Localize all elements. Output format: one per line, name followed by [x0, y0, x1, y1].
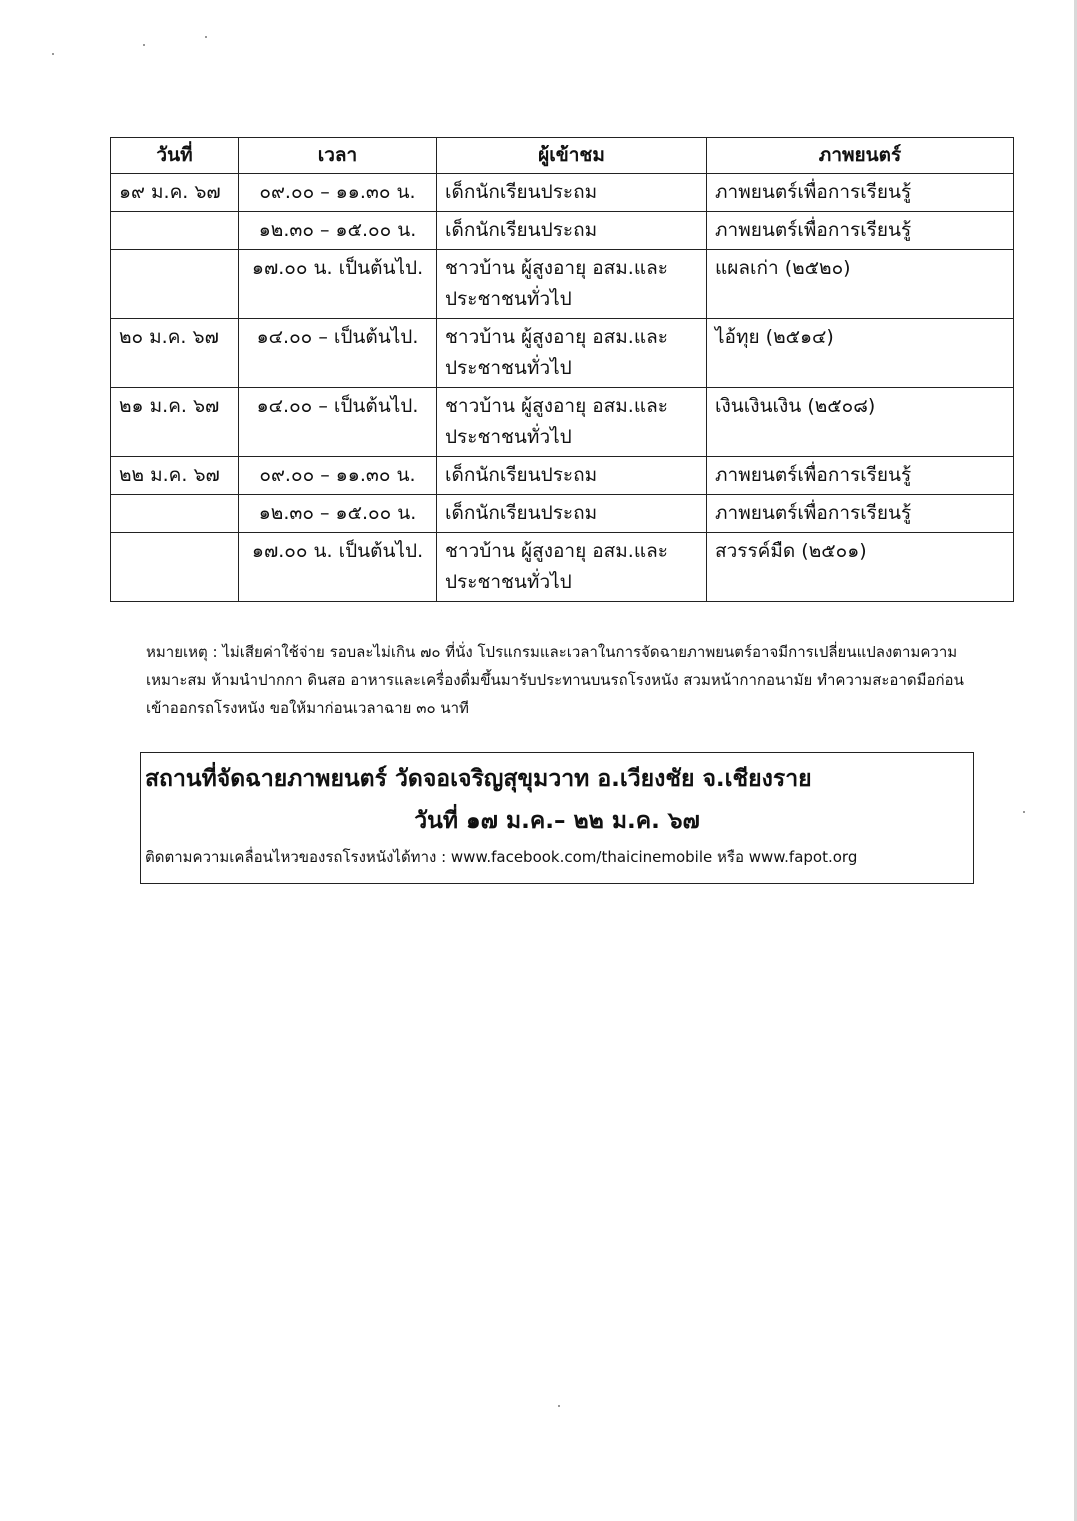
table-row	[111, 174, 1014, 212]
cell-audience: ชาวบ้าน ผู้สูงอายุ อสม.และประชาชนทั่วไป	[437, 319, 707, 388]
header-film: ภาพยนตร์	[707, 138, 1014, 174]
table-row	[111, 388, 1014, 457]
header-date: วันที่	[111, 138, 239, 174]
cell-film: เงินเงินเงิน (๒๕๐๘)	[707, 388, 1014, 457]
cell-audience: เด็กนักเรียนประถม	[437, 212, 707, 250]
cell-date	[111, 495, 239, 533]
table-row	[111, 319, 1014, 388]
scan-speck	[558, 1405, 560, 1407]
cell-time: ๑๗.๐๐ น. เป็นต้นไป.	[239, 533, 437, 602]
cell-time: ๑๔.๐๐ – เป็นต้นไป.	[239, 319, 437, 388]
scan-speck	[205, 36, 207, 38]
cell-audience: ชาวบ้าน ผู้สูงอายุ อสม.และประชาชนทั่วไป	[437, 250, 707, 319]
cell-date	[111, 250, 239, 319]
cell-film: แผลเก่า (๒๕๒๐)	[707, 250, 1014, 319]
cell-audience: ชาวบ้าน ผู้สูงอายุ อสม.และประชาชนทั่วไป	[437, 533, 707, 602]
cell-audience: เด็กนักเรียนประถม	[437, 174, 707, 212]
cell-film: ภาพยนตร์เพื่อการเรียนรู้	[707, 174, 1014, 212]
venue-title: สถานที่จัดฉายภาพยนตร์ วัดจอเจริญสุขุมวาท อ.เวียงชัย จ.เชียงราย	[145, 766, 812, 792]
cell-time: ๑๔.๐๐ – เป็นต้นไป.	[239, 388, 437, 457]
cell-time: ๐๙.๐๐ – ๑๑.๓๐ น.	[239, 457, 437, 495]
cell-date	[111, 533, 239, 602]
follow-links: ติดตามความเคลื่อนไหวของรถโรงหนังได้ทาง : www.facebook.com/thaicinemobile หรือ www.fapot.org	[145, 848, 858, 866]
table-row	[111, 495, 1014, 533]
cell-audience: เด็กนักเรียนประถม	[437, 495, 707, 533]
cell-date: ๒๐ ม.ค. ๖๗	[111, 319, 239, 388]
cell-date: ๒๑ ม.ค. ๖๗	[111, 388, 239, 457]
scan-speck	[1023, 811, 1025, 813]
cell-time: ๑๒.๓๐ – ๑๕.๐๐ น.	[239, 212, 437, 250]
table-row	[111, 533, 1014, 602]
cell-date	[111, 212, 239, 250]
cell-film: ภาพยนตร์เพื่อการเรียนรู้	[707, 457, 1014, 495]
table-row	[111, 250, 1014, 319]
scan-speck	[143, 44, 145, 46]
cell-film: ไอ้ทุย (๒๕๑๔)	[707, 319, 1014, 388]
venue-info-box	[140, 752, 974, 884]
cell-date: ๒๒ ม.ค. ๖๗	[111, 457, 239, 495]
cell-time: ๑๒.๓๐ – ๑๕.๐๐ น.	[239, 495, 437, 533]
screening-dates: วันที่ ๑๗ ม.ค.– ๒๒ ม.ค. ๖๗	[414, 808, 700, 834]
schedule-table	[110, 137, 1014, 602]
scan-speck	[52, 53, 54, 55]
cell-audience: เด็กนักเรียนประถม	[437, 457, 707, 495]
cell-time: ๐๙.๐๐ – ๑๑.๓๐ น.	[239, 174, 437, 212]
cell-time: ๑๗.๐๐ น. เป็นต้นไป.	[239, 250, 437, 319]
cell-date: ๑๙ ม.ค. ๖๗	[111, 174, 239, 212]
table-header-row	[111, 138, 1014, 174]
table-row	[111, 212, 1014, 250]
cell-film: ภาพยนตร์เพื่อการเรียนรู้	[707, 495, 1014, 533]
remark-note: หมายเหตุ : ไม่เสียค่าใช้จ่าย รอบละไม่เกิน ๗๐ ที่นั่ง โปรแกรมและเวลาในการจัดฉายภาพยนตร์อาจมีการเปลี่ยนแปลงตามความเหมาะสม ห้ามนำปากกา ดินสอ อาหารและเครื่องดื่มขึ้นมารับประทานบนรถโรงหนัง สวมหน้ากากอนามัย ทำความสะอาดมือก่อนเข้าออกรถโรงหนัง ขอให้มาก่อนเวลาฉาย ๓๐ นาที	[146, 643, 964, 717]
cell-film: ภาพยนตร์เพื่อการเรียนรู้	[707, 212, 1014, 250]
cell-audience: ชาวบ้าน ผู้สูงอายุ อสม.และประชาชนทั่วไป	[437, 388, 707, 457]
header-time: เวลา	[239, 138, 437, 174]
header-audience: ผู้เข้าชม	[437, 138, 707, 174]
cell-film: สวรรค์มืด (๒๕๐๑)	[707, 533, 1014, 602]
table-row	[111, 457, 1014, 495]
